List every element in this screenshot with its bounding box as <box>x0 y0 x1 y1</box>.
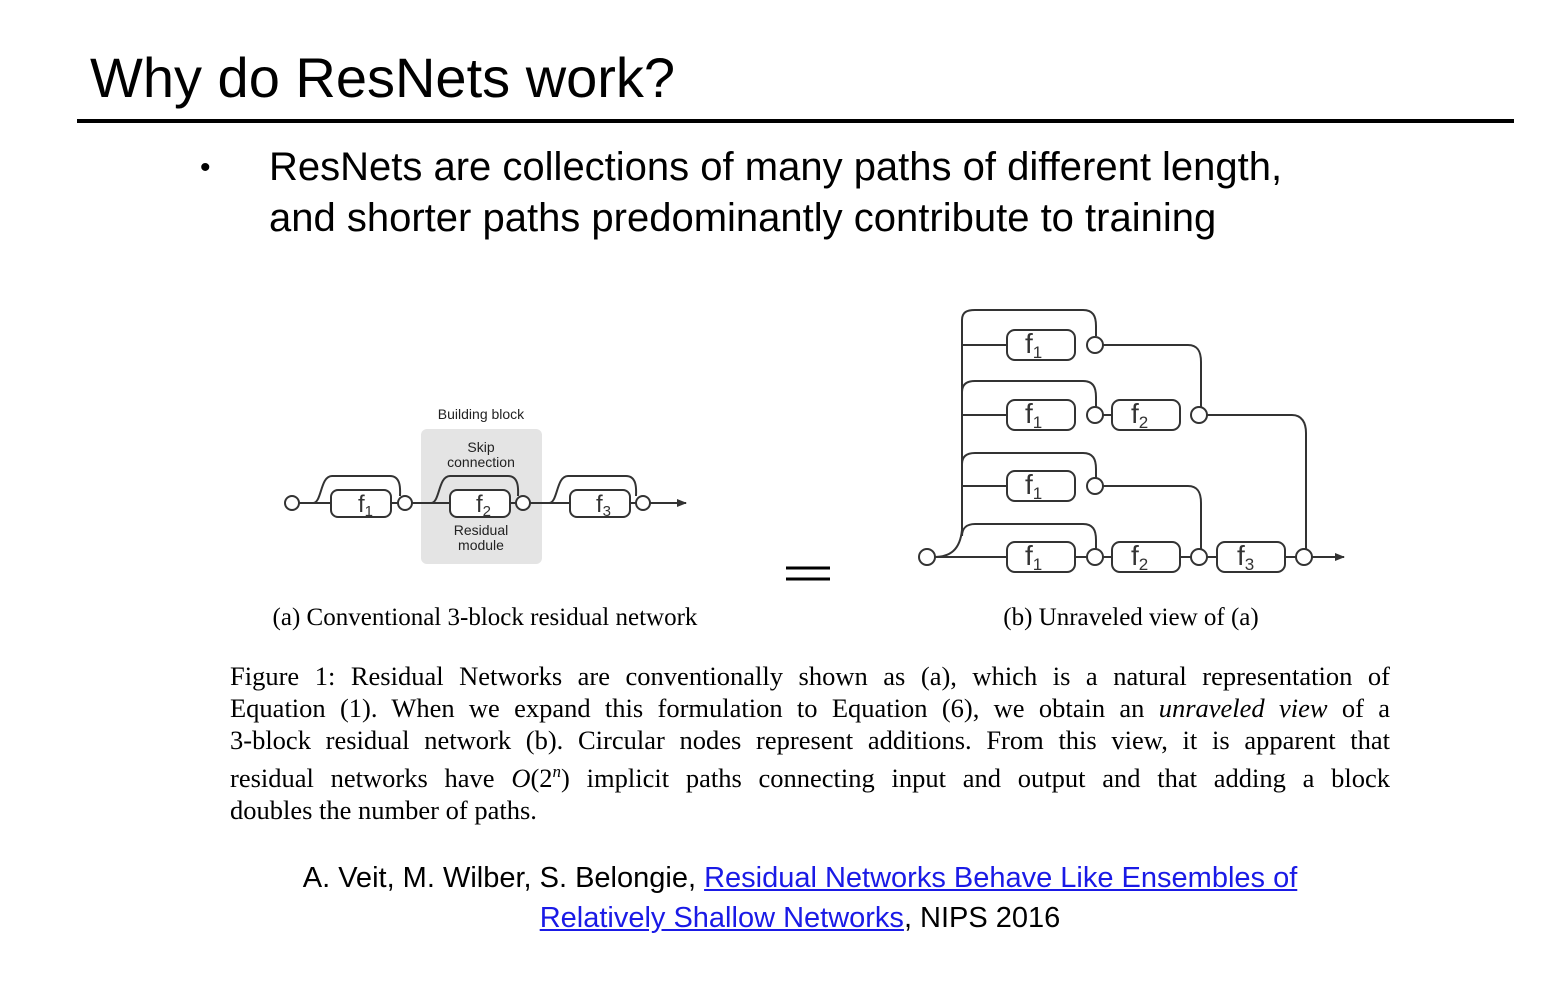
function-label-f2-a: f2 <box>476 491 492 520</box>
function-label-f1-row-4: f1 <box>1025 540 1043 574</box>
math-close: ) <box>561 762 570 793</box>
residual-module-label-1: Residual <box>453 522 509 538</box>
function-label-f3-row-4: f3 <box>1237 540 1255 574</box>
addition-node-row-2a <box>1087 407 1103 423</box>
addition-node-row-4b <box>1191 549 1207 565</box>
function-label-f3-a: f3 <box>596 491 612 520</box>
bullet-line-2: and shorter paths predominantly contribute to training <box>269 196 1217 240</box>
math-exponent: n <box>552 762 562 781</box>
panel-a-caption: (a) Conventional 3-block residual network <box>272 604 698 631</box>
caption-line-2 <box>230 692 1390 724</box>
merge-path-row-1 <box>1103 345 1201 408</box>
addition-node-row-4a <box>1087 549 1103 565</box>
addition-node-row-2b <box>1191 407 1207 423</box>
paper-link-part-2[interactable]: Relatively Shallow Networks <box>539 902 904 934</box>
input-node-b <box>919 549 935 565</box>
building-block-label: Building block <box>437 406 525 422</box>
math-open: (2 <box>530 762 553 793</box>
function-label-f1-row-3: f1 <box>1025 469 1043 503</box>
math-big-o: O <box>511 762 531 793</box>
bullet-line-1: ResNets are collections of many paths of different length, <box>269 145 1283 189</box>
citation-authors: A. Veit, M. Wilber, S. Belongie, <box>302 862 705 894</box>
caption-line-3: 3-block residual network (b). Circular nodes represent additions. From this view, it is apparent that <box>230 725 1390 755</box>
equals-sign <box>786 568 830 579</box>
merge-path-row-2 <box>1207 415 1306 550</box>
residual-module-label-2: module <box>458 537 504 553</box>
skip-connection-label-1: Skip <box>467 439 495 455</box>
addition-node-row-3 <box>1087 478 1103 494</box>
caption-line-1: Figure 1: Residual Networks are conventionally shown as (a), which is a natural representation of <box>230 661 1390 691</box>
figure-caption <box>230 660 1390 826</box>
caption-line-2-end: of a <box>1327 693 1390 723</box>
addition-node-a3 <box>636 496 650 510</box>
slide-title: Why do ResNets work? <box>90 46 676 109</box>
caption-math <box>511 763 570 793</box>
caption-line-2-start: Equation (1). When we expand this formulation to Equation (6), we obtain an <box>230 693 1159 723</box>
input-node-a <box>285 496 299 510</box>
addition-node-a1 <box>398 496 412 510</box>
caption-line-4-start: residual networks have <box>230 762 512 793</box>
addition-node-row-1 <box>1087 337 1103 353</box>
function-label-f2-row-4: f2 <box>1131 540 1149 574</box>
function-label-f2-row-2: f2 <box>1131 398 1149 432</box>
paper-link-part-1[interactable]: Residual Networks Behave Like Ensembles of <box>704 862 1298 894</box>
skip-connection-label-2: connection <box>447 454 515 470</box>
citation-line-1 <box>200 858 1400 898</box>
caption-emphasis: unraveled view <box>1158 693 1328 723</box>
citation <box>200 858 1400 938</box>
caption-line-4 <box>230 756 1390 794</box>
merge-path-row-3 <box>1103 486 1201 550</box>
function-label-f1-row-2: f1 <box>1025 398 1043 432</box>
caption-line-5: doubles the number of paths. <box>230 794 537 825</box>
panel-b-diagram <box>919 310 1344 572</box>
panel-b-caption: (b) Unraveled view of (a) <box>1003 604 1259 631</box>
citation-line-2 <box>200 898 1400 938</box>
bullet-marker: • <box>200 151 211 184</box>
caption-line-4-end: implicit paths connecting input and output and that adding a block <box>569 762 1391 793</box>
citation-venue: , NIPS 2016 <box>903 902 1061 934</box>
addition-node-row-4c <box>1296 549 1312 565</box>
function-label-f1-row-1: f1 <box>1025 328 1043 362</box>
addition-node-a2 <box>516 496 530 510</box>
function-label-f1-a: f1 <box>358 491 374 520</box>
